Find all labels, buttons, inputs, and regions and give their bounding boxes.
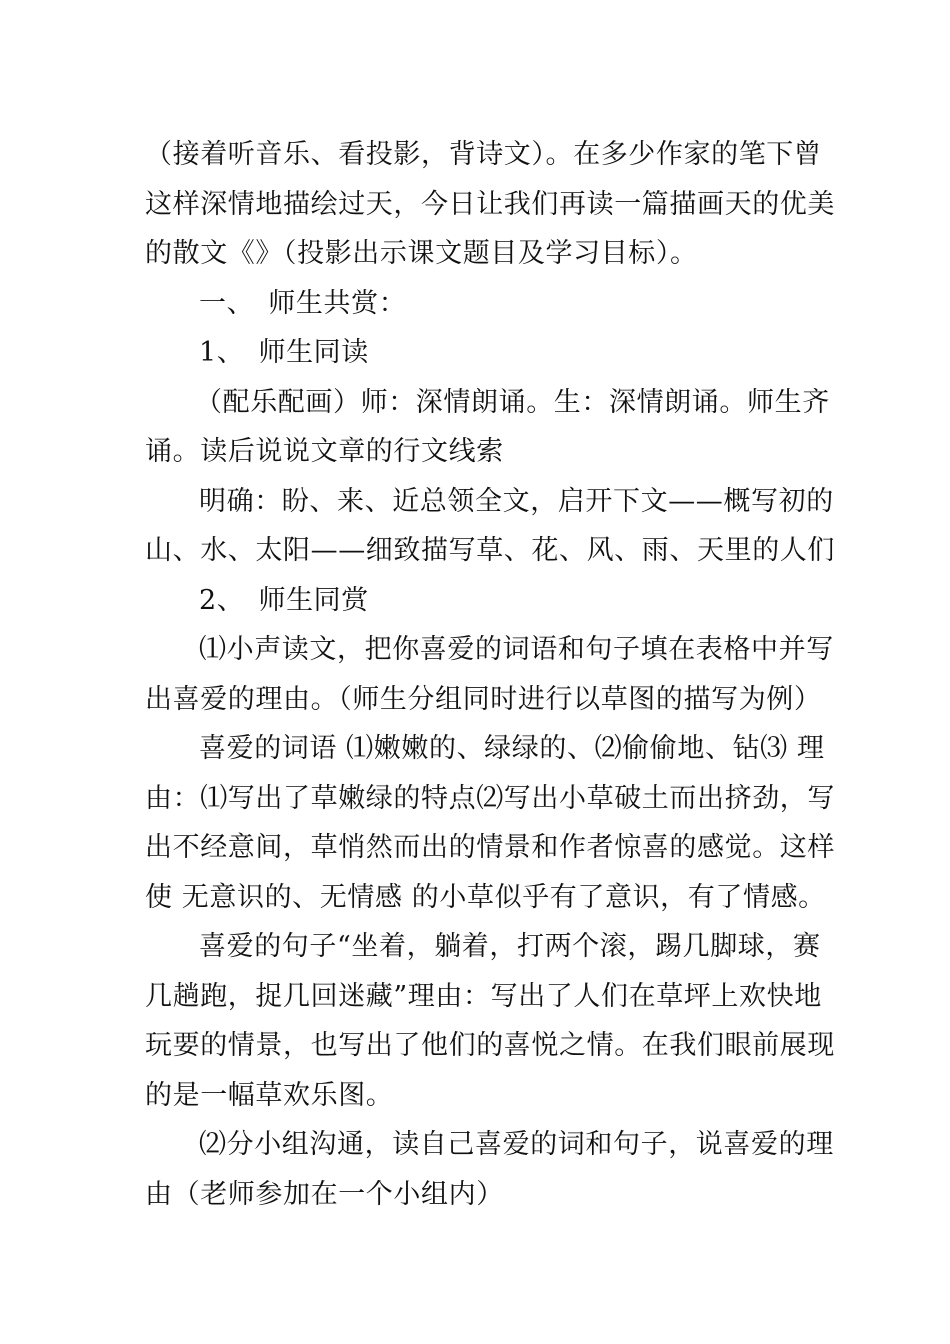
text-line: 几趟跑，捉几回迷藏”理由：写出了人们在草坪上欢快地	[145, 980, 822, 1012]
text-line: 使 无意识的、无情感 的小草似乎有了意识，有了情感。	[145, 881, 826, 913]
text-line: （配乐配画）师：深情朗诵。生：深情朗诵。师生齐	[195, 386, 830, 418]
text-line: （接着听音乐、看投影，背诗文）。在多少作家的笔下曾	[145, 139, 822, 170]
text-line: 明确：盼、来、近总领全文，启开下文——概写初的	[199, 485, 834, 517]
text-line: 的散文《》（投影出示课文题目及学习目标）。	[145, 238, 698, 269]
text-line: 的是一幅草欢乐图。	[145, 1079, 394, 1111]
text-line: 喜爱的词语 ⑴嫩嫩的、绿绿的、⑵偷偷地、钻⑶ 理	[199, 733, 825, 764]
text-line: ⑴小声读文，把你喜爱的词语和句子填在表格中并写	[199, 634, 834, 665]
text-line: 由（老师参加在一个小组内）	[145, 1178, 504, 1210]
document-body	[145, 130, 835, 1219]
subsection-heading: 1、 师生同读	[199, 337, 369, 368]
text-line: 出喜爱的理由。（师生分组同时进行以草图的描写为例）	[145, 683, 822, 715]
text-line: 山、水、太阳——细致描写草、花、风、雨、天里的人们	[145, 535, 835, 566]
text-line: 玩要的情景，也写出了他们的喜悦之情。在我们眼前展现	[145, 1030, 835, 1061]
text-line: 出不经意间，草悄然而出的情景和作者惊喜的感觉。这样	[145, 832, 835, 863]
text-line: ⑵分小组沟通，读自己喜爱的词和句子，说喜爱的理	[199, 1129, 834, 1160]
text-line: 由：⑴写出了草嫩绿的特点⑵写出小草破土而出挤劲，写	[145, 782, 835, 814]
text-line: 这样深情地描绘过天，今日让我们再读一篇描画天的优美	[145, 188, 835, 220]
section-heading: 一、 师生共赏：	[199, 287, 407, 319]
text-line: 喜爱的句子“坐着，躺着，打两个滚，踢几脚球，赛	[199, 931, 821, 962]
text-line: 诵。读后说说文章的行文线索	[145, 436, 504, 467]
subsection-heading: 2、 师生同赏	[199, 584, 369, 616]
